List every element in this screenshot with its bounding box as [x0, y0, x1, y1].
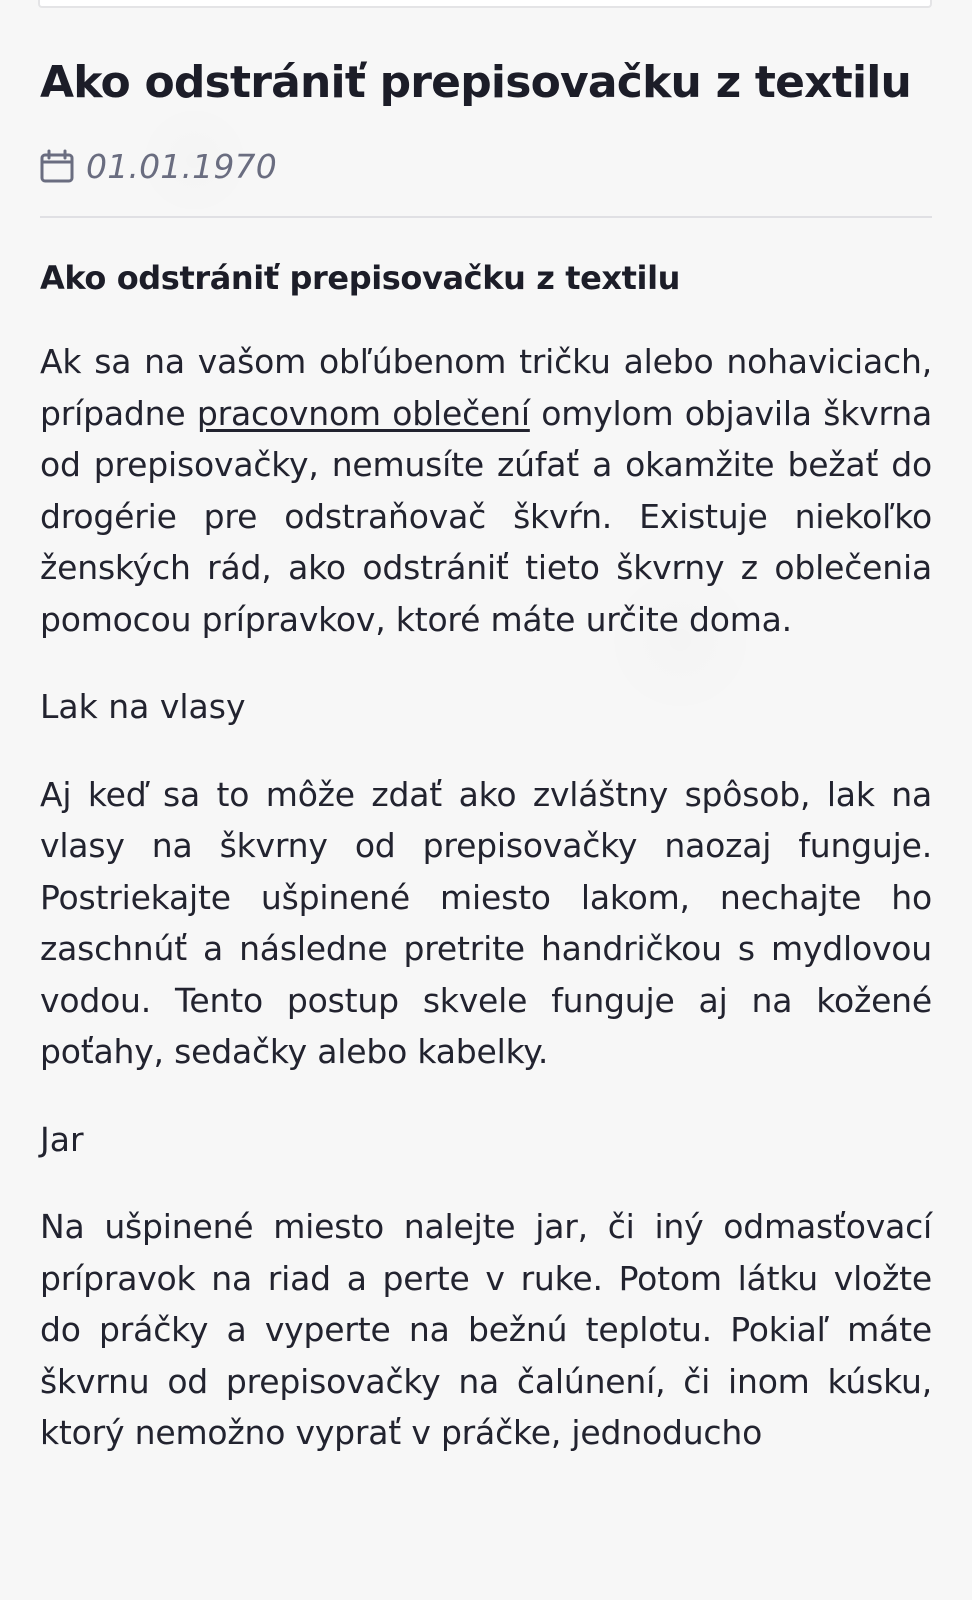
meta-divider — [40, 216, 932, 218]
intro-text-after: omylom objavila škvrna od prepisovačky, nemusíte zúfať a okamžite bežať do drogérie pre odstraňovač škvŕn. Existuje niekoľko ženských rád, ako odstrániť tieto škvrny z oblečenia pomocou prípravkov, ktoré máte určite doma. — [40, 393, 932, 639]
article-meta — [40, 146, 932, 186]
section-text-jar: Na ušpinené miesto nalejte jar, či iný odmasťovací prípravok na riad a perte v ruke. Potom látku vložte do práčky a vyperte na bežnú teplotu. Pokiaľ máte škvrnu od prepisovačky na čalúnení, či inom kúsku, ktorý nemožno vyprať v práčke, jednoducho — [40, 1207, 932, 1452]
previous-card-edge — [38, 0, 932, 8]
intro-paragraph — [40, 336, 932, 645]
work-clothes-link[interactable]: pracovnom oblečení — [196, 393, 530, 433]
section-heading-jar: Jar — [40, 1119, 84, 1159]
calendar-icon — [40, 149, 74, 183]
article-subtitle: Ako odstrániť prepisovačku z textilu — [40, 259, 681, 297]
section-heading-hairspray: Lak na vlasy — [40, 687, 246, 726]
section-text-hairspray: Aj keď sa to môže zdať ako zvláštny spôsob, lak na vlasy na škvrny od prepisovačky naozaj funguje. Postriekajte ušpinené miesto lakom, nechajte ho zaschnúť a následne pretrite handričkou s mydlovou vodou. Tento postup skvele funguje aj na kožené poťahy, sedačky alebo kabelky. — [40, 774, 932, 1071]
intro-text-before: Ak sa na vašom obľúbenom tričku alebo nohaviciach, prípadne — [40, 342, 932, 433]
publish-date: 01.01.1970 — [86, 146, 277, 186]
article-title: Ako odstrániť prepisovačku z textilu — [40, 57, 912, 108]
article-content — [40, 52, 932, 1459]
